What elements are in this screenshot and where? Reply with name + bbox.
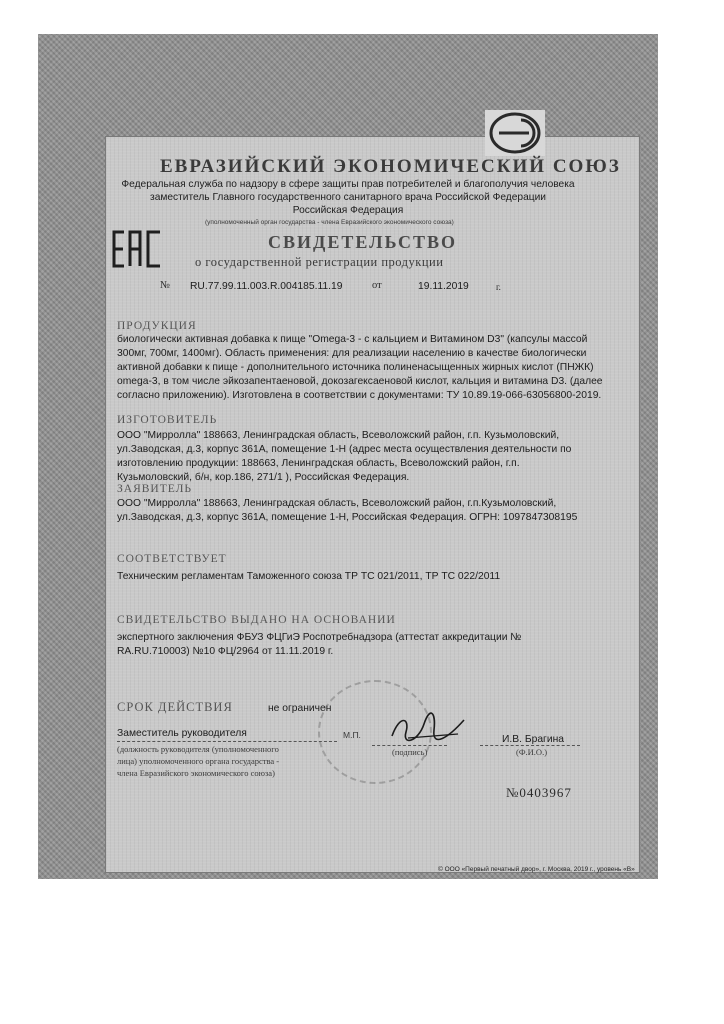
- validity-value: не ограничен: [268, 703, 332, 714]
- printer-note: © ООО «Первый печатный двор», г. Москва, 2019 г., уровень «В»: [438, 866, 635, 873]
- name-underline: [480, 745, 580, 746]
- signer-position: Заместитель руководителя: [117, 728, 247, 739]
- certificate-subtitle: о государственной регистрации продукции: [195, 255, 444, 269]
- basis-line-2: RA.RU.710003) №10 ФЦ/2964 от 11.11.2019 г.: [117, 646, 334, 657]
- position-note-line-2: лица) уполномоченного органа государства -: [117, 756, 280, 766]
- product-line-1: биологически активная добавка к пище "Omega-3 - с кальцием и Витамином D3" (капсулы массой: [117, 334, 588, 345]
- product-line-3: активной добавки к пище - дополнительного источника полиненасыщенных жирных кислот (ПНЖК): [117, 362, 594, 373]
- manufacturer-heading: ИЗГОТОВИТЕЛЬ: [117, 414, 218, 426]
- date-prefix: от: [372, 280, 382, 291]
- authority-line-3: Российская Федерация: [292, 205, 404, 216]
- union-title: ЕВРАЗИЙСКИЙ ЭКОНОМИЧЕСКИЙ СОЮЗ: [160, 156, 621, 177]
- product-heading: ПРОДУКЦИЯ: [117, 320, 197, 332]
- authority-note: (уполномоченный орган государства - члена Евразийского экономического союза): [205, 219, 454, 226]
- manufacturer-line-1: ООО "Мирролла" 188663, Ленинградская область, Всеволожский район, г.п. Кузьмоловский,: [117, 430, 560, 441]
- signature-note: (подпись): [392, 747, 428, 757]
- year-suffix: г.: [496, 282, 501, 292]
- name-note: (Ф.И.О.): [516, 747, 548, 757]
- seal-label: М.П.: [343, 730, 361, 740]
- certificate-number: RU.77.99.11.003.R.004185.11.19: [190, 281, 343, 292]
- compliance-heading: СООТВЕТСТВУЕТ: [117, 553, 227, 565]
- manufacturer-line-3: изготовлению продукции: 188663, Ленинградская область, Всеволожский район, г.п.: [117, 458, 520, 469]
- product-line-2: 300мг, 700мг, 1400мг). Область применения: для реализации населению в качестве биологически: [117, 348, 587, 359]
- applicant-line-1: ООО "Мирролла" 188663, Ленинградская область, Всеволожский район, г.п.Кузьмоловский,: [117, 498, 557, 509]
- signature-scribble: [388, 708, 468, 748]
- number-prefix: №: [160, 280, 171, 291]
- authority-line-1: Федеральная служба по надзору в сфере защиты прав потребителей и благополучия человека: [121, 179, 575, 190]
- position-underline: [117, 741, 337, 742]
- basis-heading: СВИДЕТЕЛЬСТВО ВЫДАНО НА ОСНОВАНИИ: [117, 614, 396, 626]
- conformity-mark-icon: [485, 110, 545, 156]
- form-number: №0403967: [506, 785, 572, 800]
- manufacturer-line-2: ул.Заводская, д.3, корпус 361А, помещение 1-Н (адрес места осуществления деятельности по: [117, 444, 572, 455]
- signature-underline: [372, 745, 447, 746]
- manufacturer-line-4: Кузьмоловский, б/н, кор.186, 271/1 ), Российская Федерация.: [117, 472, 410, 483]
- applicant-heading: ЗАЯВИТЕЛЬ: [117, 483, 193, 495]
- position-note-line-1: (должность руководителя (уполномоченного: [117, 744, 279, 754]
- position-note-line-3: члена Евразийского экономического союза): [117, 768, 275, 778]
- certificate-title: СВИДЕТЕЛЬСТВО: [268, 232, 458, 252]
- certificate-date: 19.11.2019: [418, 281, 469, 292]
- applicant-line-2: ул.Заводская, д.3, корпус 361А, помещение 1-Н, Российская Федерация. ОГРН: 1097847308195: [117, 512, 578, 523]
- product-line-5: согласно приложению). Изготовлена в соответствии с документами: ТУ 10.89.19-066-63056800-2019.: [117, 390, 602, 401]
- basis-line-1: экспертного заключения ФБУЗ ФЦГиЭ Роспотребнадзора (аттестат аккредитации №: [117, 632, 522, 643]
- validity-heading: СРОК ДЕЙСТВИЯ: [117, 700, 233, 714]
- eac-mark-icon: [110, 228, 168, 270]
- authority-line-2: заместитель Главного государственного санитарного врача Российской Федерации: [150, 192, 546, 203]
- signer-name: И.В. Брагина: [502, 734, 564, 745]
- compliance-text: Техническим регламентам Таможенного союза ТР ТС 021/2011, ТР ТС 022/2011: [117, 571, 501, 582]
- product-line-4: omega-3, в том числе эйкозапентаеновой, докозагексаеновой кислот, кальция и витамина D3. (далее: [117, 376, 603, 387]
